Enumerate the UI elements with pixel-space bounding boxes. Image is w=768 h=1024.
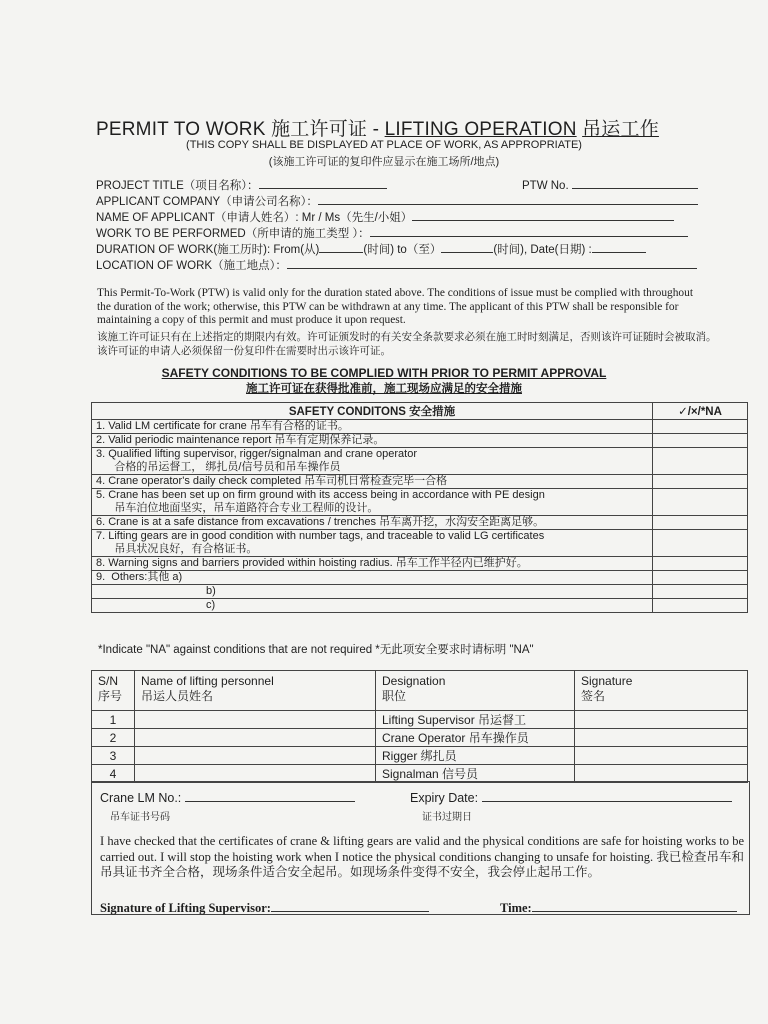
safety-row	[92, 599, 748, 613]
crane-lm-label: Crane LM No.:	[100, 791, 182, 805]
safety-item-5-cn: 吊车泊位地面坚实，吊车道路符合专业工程师的设计。	[96, 502, 379, 514]
validity-text-cn: 该施工许可证只有在上述指定的期限内有效。许可证颁发时的有关安全条款要求必须在施工时时刻满足，否则该许可证随时会被取消。该许可证的申请人必须保留一份复印件在需要时出示该许可证。	[97, 331, 717, 357]
applicant-name-field[interactable]	[412, 209, 674, 221]
crane-lm-label-cn: 吊车证书号码	[110, 812, 170, 823]
safety-row	[92, 489, 748, 516]
applicant-company-field[interactable]	[318, 193, 698, 205]
safety-row	[92, 530, 748, 557]
designation-header	[376, 671, 575, 711]
title-dash: -	[367, 119, 385, 140]
applicant-name-row	[96, 209, 718, 225]
safety-row	[92, 516, 748, 530]
table-row	[92, 729, 748, 747]
safety-item-7-en: 7. Lifting gears are in good condition with number tags, and traceable to valid LG certificates	[96, 530, 545, 542]
location-field[interactable]	[287, 257, 697, 269]
check-column-header: ✓/×/*NA	[653, 403, 748, 420]
ptw-no-label: PTW No.	[522, 180, 569, 192]
crane-lm-field[interactable]	[185, 790, 355, 802]
check-cell[interactable]	[653, 516, 748, 530]
safety-item-9c: c)	[92, 599, 653, 613]
declaration-text: I have checked that the certificates of crane & lifting gears are valid and the physical conditions are safe for hoisting works to be carried out. I will stop the hoisting work when I notice the physical conditions changing to unsafe for hoisting. 我已检查吊车和吊具证书齐全合格，现场条件适合安全起吊。如现场条件变得不安全，我会停止起吊工作。	[100, 834, 744, 879]
sn-header-en: S/N	[98, 674, 119, 688]
expiry-field[interactable]	[482, 790, 732, 802]
duration-row	[96, 241, 718, 257]
safety-conditions-header: SAFETY CONDITONS 安全措施	[92, 403, 653, 420]
safety-heading-cn: 施工许可证在获得批准前，施工现场应满足的安全措施	[246, 383, 522, 395]
expiry-label: Expiry Date:	[410, 791, 479, 805]
personnel-name-cell[interactable]	[135, 747, 376, 765]
name-header	[135, 671, 376, 711]
designation-header-en: Designation	[382, 674, 446, 688]
safety-item-7-cn: 吊具状况良好，有合格证书。	[96, 543, 258, 555]
duration-label: DURATION OF WORK(施工历时): From(从)	[96, 244, 320, 256]
duration-from-field[interactable]	[319, 241, 363, 253]
safety-row	[92, 557, 748, 571]
designation-cell: Rigger 绑扎员	[376, 747, 575, 765]
safety-row	[92, 420, 748, 434]
safety-table-header	[92, 403, 748, 420]
applicant-name-label: NAME OF APPLICANT（申请人姓名）: Mr / Ms（先生/小姐）	[96, 212, 413, 224]
signature-header-cn: 签名	[581, 689, 606, 703]
applicant-company-row	[96, 193, 718, 209]
signature-header	[575, 671, 748, 711]
safety-heading-en: SAFETY CONDITIONS TO BE COMPLIED WITH PRIOR TO PERMIT APPROVAL	[161, 366, 607, 380]
designation-cell: Lifting Supervisor 吊运督工	[376, 711, 575, 729]
expiry-row	[410, 790, 732, 805]
safety-item-3-cn: 合格的吊运督工， 绑扎员/信号员和吊车操作员	[96, 461, 341, 473]
safety-row	[92, 571, 748, 585]
duration-time1-label: (时间) to（至）	[363, 244, 442, 256]
subtitle-en: (THIS COPY SHALL BE DISPLAYED AT PLACE OF WORK, AS APPROPRIATE)	[186, 139, 582, 151]
form-title	[96, 114, 736, 141]
duration-to-field[interactable]	[441, 241, 493, 253]
safety-item-7	[92, 530, 653, 557]
time-label: Time:	[500, 901, 532, 915]
personnel-table	[91, 670, 748, 783]
check-cell[interactable]	[653, 448, 748, 475]
project-title-row	[96, 177, 718, 193]
project-title-field[interactable]	[259, 177, 387, 189]
crane-lm-row	[100, 790, 355, 805]
signature-cell[interactable]	[575, 729, 748, 747]
sn-header-cn: 序号	[98, 689, 123, 703]
name-header-cn: 吊运人员姓名	[141, 689, 214, 703]
expiry-label-cn: 证书过期日	[422, 812, 472, 823]
validity-text-en: This Permit-To-Work (PTW) is valid only for the duration stated above. The conditions of issue must be complied with throughout the duration of the work; otherwise, this PTW can be withdrawn at any time. The applicant of this PTW shall be responsible for maintaining a copy of this permit and must produce it upon request.	[97, 287, 693, 327]
safety-item-3-en: 3. Qualified lifting supervisor, rigger/signalman and crane operator	[96, 448, 418, 460]
applicant-fields	[96, 177, 718, 273]
row-sn: 3	[92, 747, 135, 765]
designation-header-cn: 职位	[382, 689, 407, 703]
check-cell[interactable]	[653, 530, 748, 557]
safety-row	[92, 585, 748, 599]
safety-item-5-en: 5. Crane has been set up on firm ground with its access being in accordance with PE design	[96, 489, 545, 501]
table-row	[92, 765, 748, 783]
work-type-field[interactable]	[370, 225, 688, 237]
signature-cell[interactable]	[575, 765, 748, 783]
safety-conditions-table	[91, 402, 748, 613]
signature-cell[interactable]	[575, 711, 748, 729]
location-row	[96, 257, 718, 273]
applicant-company-label: APPLICANT COMPANY（申请公司名称）：	[96, 196, 318, 208]
row-sn: 4	[92, 765, 135, 783]
time-row	[500, 900, 737, 916]
check-cell[interactable]	[653, 489, 748, 516]
safety-item-2: 2. Valid periodic maintenance report 吊车有定期保养记录。	[92, 434, 653, 448]
work-type-label: WORK TO BE PERFORMED（所申请的施工类型 ）：	[96, 228, 370, 240]
designation-cell: Crane Operator 吊车操作员	[376, 729, 575, 747]
signature-label: Signature of Lifting Supervisor:	[100, 901, 271, 915]
signature-header-en: Signature	[581, 674, 633, 688]
safety-item-1: 1. Valid LM certificate for crane 吊车有合格的证书。	[92, 420, 653, 434]
signature-cell[interactable]	[575, 747, 748, 765]
personnel-name-cell[interactable]	[135, 765, 376, 783]
personnel-table-header	[92, 671, 748, 711]
safety-item-9b: b)	[92, 585, 653, 599]
name-header-en: Name of lifting personnel	[141, 674, 274, 688]
work-type-row	[96, 225, 718, 241]
check-cell[interactable]	[653, 599, 748, 613]
title-operation-cn: 吊运工作	[582, 119, 659, 140]
duration-date-field[interactable]	[592, 241, 646, 253]
signature-field[interactable]	[271, 900, 429, 912]
declaration-box	[91, 781, 750, 915]
safety-item-8: 8. Warning signs and barriers provided within hoisting radius. 吊车工作半径内已维护好。	[92, 557, 653, 571]
row-sn: 1	[92, 711, 135, 729]
sn-header	[92, 671, 135, 711]
title-operation-en: LIFTING OPERATION	[384, 119, 577, 140]
safety-item-5	[92, 489, 653, 516]
duration-date-label: (时间), Date(日期) :	[493, 244, 592, 256]
check-cell[interactable]	[653, 434, 748, 448]
check-cell[interactable]	[653, 571, 748, 585]
ptw-no-field[interactable]	[572, 177, 698, 189]
safety-row	[92, 434, 748, 448]
table-row	[92, 747, 748, 765]
designation-cell: Signalman 信号员	[376, 765, 575, 783]
location-label: LOCATION OF WORK（施工地点）：	[96, 260, 287, 272]
row-sn: 2	[92, 729, 135, 747]
check-cell[interactable]	[653, 557, 748, 571]
personnel-name-cell[interactable]	[135, 711, 376, 729]
personnel-name-cell[interactable]	[135, 729, 376, 747]
table-row	[92, 711, 748, 729]
title-en: PERMIT TO WORK	[96, 119, 266, 140]
safety-row	[92, 475, 748, 489]
subtitle-cn: (该施工许可证的复印件应显示在施工场所/地点)	[268, 156, 500, 168]
safety-item-9a: 9. Others:其他 a)	[92, 571, 653, 585]
check-cell[interactable]	[653, 585, 748, 599]
safety-item-4: 4. Crane operator's daily check completed 吊车司机日常检查完毕一合格	[92, 475, 653, 489]
check-cell[interactable]	[653, 475, 748, 489]
project-title-label: PROJECT TITLE（项目名称）：	[96, 180, 259, 192]
na-note: *Indicate "NA" against conditions that are not required *无此项安全要求时请标明 "NA"	[98, 644, 534, 656]
time-field[interactable]	[532, 900, 737, 912]
title-cn: 施工许可证	[271, 119, 368, 140]
safety-item-3	[92, 448, 653, 475]
check-cell[interactable]	[653, 420, 748, 434]
supervisor-signature-row	[100, 900, 429, 916]
safety-row	[92, 448, 748, 475]
safety-item-6: 6. Crane is at a safe distance from excavations / trenches 吊车离开挖，水沟安全距离足够。	[92, 516, 653, 530]
